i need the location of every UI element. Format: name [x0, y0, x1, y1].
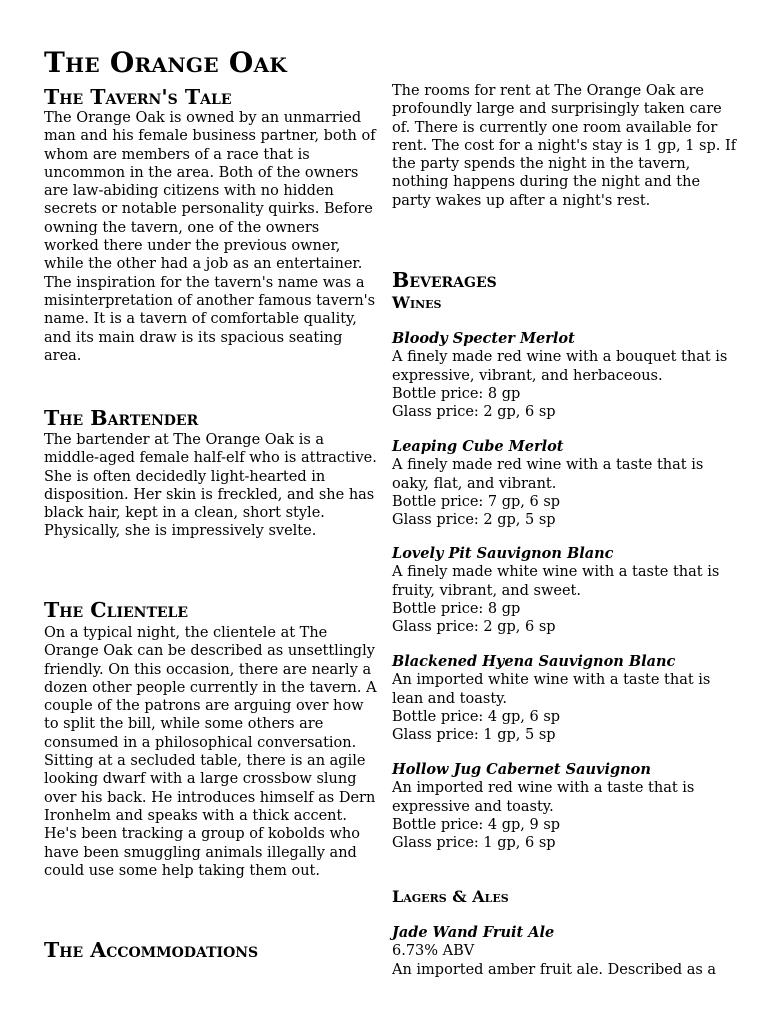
wine-desc: A finely made white wine with a taste that is fruity, vibrant, and sweet.: [392, 564, 720, 599]
ale-desc: An imported amber fruit ale. Described as a: [392, 961, 717, 978]
ale-abv: 6.73% ABV: [392, 943, 475, 960]
wine-bottle-price: Bottle price: 8 gp: [392, 385, 521, 402]
wine-item: [392, 653, 737, 744]
wines-heading: Wines: [392, 293, 442, 312]
clientele-text: On a typical night, the clientele at The Orange Oak can be described as unsettlingly friendly. On this occasion, there are nearly a dozen other people currently in the tavern. A couple of the patrons are arguing over how to split the bill, while some others are consumed in a philosophical conversation. Sitting at a secluded table, there is an agile looking dwarf with a large crossbow slung over his back. He introduces himself as Dern Ironhelm and speaks with a thick accent. He's been tracking a group of kobolds who have been smuggling animals illegally and could use some help taking them out.: [44, 625, 377, 879]
ale-item: [392, 924, 737, 979]
wine-item: [392, 761, 737, 852]
wine-glass-price: Glass price: 1 gp, 6 sp: [392, 835, 556, 852]
rooms-text: The rooms for rent at The Orange Oak are profoundly large and surprisingly taken care of. There is currently one room available for rent. The cost for a night's stay is 1 gp, 1 sp. If the party spends the night in the tavern, nothing happens during the night and the party wakes up after a night's rest.: [392, 83, 737, 209]
wine-glass-price: Glass price: 2 gp, 6 sp: [392, 404, 556, 421]
wine-desc: A finely made red wine with a taste that is oaky, flat, and vibrant.: [392, 457, 704, 492]
bartender-heading: The Bartender: [44, 406, 199, 430]
lagers-ales-heading: Lagers & Ales: [392, 887, 509, 906]
ale-name: Jade Wand Fruit Ale: [392, 924, 555, 941]
tavern-tale-heading: The Tavern's Tale: [44, 85, 232, 109]
wine-glass-price: Glass price: 2 gp, 5 sp: [392, 512, 556, 529]
wine-name: Bloody Specter Merlot: [392, 330, 575, 347]
wine-item: [392, 545, 737, 636]
accommodations-heading: The Accommodations: [44, 938, 259, 962]
wine-bottle-price: Bottle price: 4 gp, 9 sp: [392, 816, 561, 833]
wine-name: Lovely Pit Sauvignon Blanc: [392, 545, 614, 562]
wine-bottle-price: Bottle price: 8 gp: [392, 600, 521, 617]
tavern-tale-text: The Orange Oak is owned by an unmarried man and his female business partner, both of whom are members of a race that is uncommon in the area. Both of the owners are law-abiding citizens with no hidden secrets or notable personality quirks. Before owning the tavern, one of the owners worked there under the previous owner, while the other had a job as an entertainer. The inspiration for the tavern's name was a misinterpretation of another famous tavern's name. It is a tavern of comfortable quality, and its main draw is its spacious seating area.: [44, 110, 376, 364]
wine-item: [392, 438, 737, 529]
wine-name: Hollow Jug Cabernet Sauvignon: [392, 761, 651, 778]
wine-desc: An imported red wine with a taste that is expressive and toasty.: [392, 780, 695, 815]
wine-bottle-price: Bottle price: 7 gp, 6 sp: [392, 493, 561, 510]
wine-name: Leaping Cube Merlot: [392, 438, 564, 455]
wine-glass-price: Glass price: 1 gp, 5 sp: [392, 727, 556, 744]
wine-bottle-price: Bottle price: 4 gp, 6 sp: [392, 708, 561, 725]
clientele-heading: The Clientele: [44, 598, 189, 622]
wine-item: [392, 330, 737, 421]
wine-desc: An imported white wine with a taste that is lean and toasty.: [392, 672, 711, 707]
wine-name: Blackened Hyena Sauvignon Blanc: [392, 653, 676, 670]
bartender-text: The bartender at The Orange Oak is a middle-aged female half-elf who is attractive. She is often decidedly light-hearted in disposition. Her skin is freckled, and she has black hair, kept in a clean, short style. Physically, she is impressively svelte.: [44, 432, 377, 540]
wine-glass-price: Glass price: 2 gp, 6 sp: [392, 619, 556, 636]
page-title: The Orange Oak: [44, 46, 288, 79]
wine-desc: A finely made red wine with a bouquet that is expressive, vibrant, and herbaceous.: [392, 349, 728, 384]
beverages-heading: Beverages: [392, 268, 497, 292]
